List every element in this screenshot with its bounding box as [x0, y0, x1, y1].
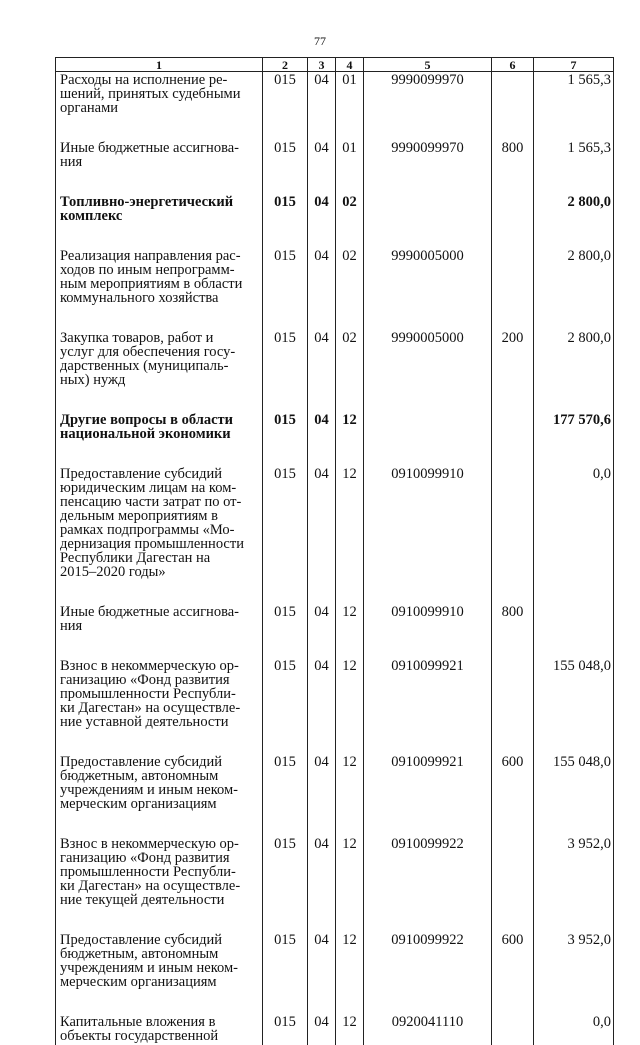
section-cell-text: 04 [314, 1014, 329, 1030]
target-article-cell-text: 0910099922 [391, 932, 464, 948]
amount-cell-text: 1 565,3 [567, 72, 611, 88]
table-row [56, 141, 614, 195]
row-name-cell [56, 331, 263, 413]
amount-cell [534, 249, 614, 331]
code-cell [263, 755, 308, 837]
row-name-cell [56, 467, 263, 605]
row-name-cell [56, 195, 263, 249]
target-article-cell-text: 9990099970 [391, 72, 464, 88]
section-cell-text: 04 [314, 194, 329, 210]
amount-cell [534, 141, 614, 195]
target-article-cell-text: 0910099910 [391, 466, 464, 482]
code-cell-text: 015 [274, 140, 296, 156]
subsection-cell [336, 72, 364, 142]
target-article-cell [364, 331, 492, 413]
section-cell-text: 04 [314, 836, 329, 852]
subsection-cell-text: 01 [342, 140, 357, 156]
target-article-cell [364, 72, 492, 142]
row-name-cell-text: Закупка товаров, работ и услуг для обеспечения госу- дарственных (муниципаль- ных) нужд [60, 330, 236, 388]
amount-cell-text: 0,0 [592, 466, 611, 482]
code-cell [263, 331, 308, 413]
row-name-cell-text: Предоставление субсидий бюджетным, автономным учреждениям и иным неком- мерческим организациям [60, 754, 238, 812]
section-cell [308, 413, 336, 467]
target-article-cell [364, 837, 492, 933]
expense-type-cell [492, 141, 534, 195]
column-header: 6 [492, 58, 534, 72]
table-row [56, 605, 614, 659]
section-cell [308, 141, 336, 195]
amount-cell [534, 413, 614, 467]
table-row [56, 933, 614, 1015]
expense-type-cell [492, 837, 534, 933]
row-name-cell [56, 837, 263, 933]
expense-type-cell [492, 249, 534, 331]
expense-type-cell [492, 605, 534, 659]
code-cell [263, 413, 308, 467]
expense-type-cell-text: 600 [501, 932, 524, 948]
section-cell [308, 933, 336, 1015]
section-cell [308, 467, 336, 605]
row-name-cell [56, 1015, 263, 1045]
amount-cell [534, 933, 614, 1015]
table-row [56, 195, 614, 249]
expense-type-cell [492, 933, 534, 1015]
amount-cell-text: 2 800,0 [567, 194, 611, 210]
amount-cell [534, 1015, 614, 1045]
table-row [56, 72, 614, 142]
section-cell-text: 04 [314, 330, 329, 346]
subsection-cell [336, 837, 364, 933]
table-row [56, 1015, 614, 1045]
table-row [56, 755, 614, 837]
target-article-cell [364, 467, 492, 605]
target-article-cell-text: 9990005000 [391, 330, 464, 346]
expense-type-cell-text: 800 [501, 604, 524, 620]
target-article-cell-text: 0920041110 [391, 1014, 464, 1030]
expense-type-cell [492, 413, 534, 467]
target-article-cell-text: 0910099921 [391, 754, 464, 770]
section-cell [308, 331, 336, 413]
subsection-cell [336, 659, 364, 755]
target-article-cell [364, 141, 492, 195]
subsection-cell-text: 12 [342, 658, 357, 674]
table-row [56, 837, 614, 933]
subsection-cell [336, 413, 364, 467]
section-cell [308, 249, 336, 331]
row-name-cell-text: Иные бюджетные ассигнова- ния [60, 604, 239, 634]
subsection-cell [336, 249, 364, 331]
target-article-cell-text: 0910099910 [391, 604, 464, 620]
target-article-cell [364, 413, 492, 467]
table-row [56, 413, 614, 467]
amount-cell-text: 2 800,0 [567, 248, 611, 264]
section-cell-text: 04 [314, 932, 329, 948]
subsection-cell-text: 02 [342, 194, 357, 210]
table-row [56, 331, 614, 413]
code-cell [263, 659, 308, 755]
target-article-cell-text: 0910099921 [391, 658, 464, 674]
section-cell [308, 1015, 336, 1045]
code-cell [263, 249, 308, 331]
code-cell-text: 015 [274, 754, 296, 770]
amount-cell [534, 659, 614, 755]
expense-type-cell [492, 195, 534, 249]
table-row [56, 467, 614, 605]
section-cell-text: 04 [314, 658, 329, 674]
code-cell-text: 015 [274, 836, 296, 852]
amount-cell [534, 72, 614, 142]
row-name-cell [56, 605, 263, 659]
target-article-cell [364, 1015, 492, 1045]
row-name-cell-text: Иные бюджетные ассигнова- ния [60, 140, 239, 170]
code-cell-text: 015 [274, 466, 296, 482]
section-cell-text: 04 [314, 466, 329, 482]
subsection-cell [336, 141, 364, 195]
row-name-cell [56, 72, 263, 142]
section-cell [308, 659, 336, 755]
code-cell-text: 015 [274, 1014, 296, 1030]
code-cell [263, 837, 308, 933]
section-cell-text: 04 [314, 248, 329, 264]
section-cell [308, 755, 336, 837]
amount-cell-text: 3 952,0 [567, 836, 611, 852]
row-name-cell-text: Расходы на исполнение ре- шений, принятых судебными органами [60, 72, 241, 116]
code-cell-text: 015 [274, 412, 296, 428]
code-cell [263, 605, 308, 659]
code-cell [263, 467, 308, 605]
subsection-cell-text: 02 [342, 248, 357, 264]
section-cell [308, 195, 336, 249]
column-header: 7 [534, 58, 614, 72]
expense-type-cell [492, 1015, 534, 1045]
expense-type-cell-text: 600 [501, 754, 524, 770]
code-cell [263, 141, 308, 195]
amount-cell-text: 1 565,3 [567, 140, 611, 156]
target-article-cell [364, 755, 492, 837]
row-name-cell [56, 659, 263, 755]
code-cell [263, 1015, 308, 1045]
amount-cell-text: 177 570,6 [553, 412, 611, 428]
target-article-cell [364, 659, 492, 755]
section-cell-text: 04 [314, 140, 329, 156]
column-header: 3 [308, 58, 336, 72]
row-name-cell-text: Взнос в некоммерческую ор- ганизацию «Фонд развития промышленности Республи- ки Дагестан» на осуществле- ние текущей деятельности [60, 836, 241, 908]
subsection-cell-text: 12 [342, 1014, 357, 1030]
subsection-cell [336, 1015, 364, 1045]
subsection-cell-text: 02 [342, 330, 357, 346]
subsection-cell-text: 12 [342, 466, 357, 482]
row-name-cell-text: Взнос в некоммерческую ор- ганизацию «Фонд развития промышленности Республи- ки Дагестан» на осуществле- ние уставной деятельности [60, 658, 241, 730]
amount-cell [534, 837, 614, 933]
row-name-cell-text: Реализация направления рас- ходов по иным непрограмм- ным мероприятиям в области коммунального хозяйства [60, 248, 243, 306]
target-article-cell [364, 249, 492, 331]
column-header: 4 [336, 58, 364, 72]
expense-type-cell [492, 331, 534, 413]
row-name-cell [56, 141, 263, 195]
code-cell-text: 015 [274, 932, 296, 948]
code-cell-text: 015 [274, 248, 296, 264]
code-cell-text: 015 [274, 72, 296, 88]
code-cell-text: 015 [274, 330, 296, 346]
subsection-cell-text: 12 [342, 836, 357, 852]
target-article-cell [364, 933, 492, 1015]
row-name-cell [56, 933, 263, 1015]
amount-cell-text: 2 800,0 [567, 330, 611, 346]
amount-cell-text: 155 048,0 [553, 658, 611, 674]
row-name-cell [56, 755, 263, 837]
code-cell-text: 015 [274, 194, 296, 210]
subsection-cell-text: 12 [342, 604, 357, 620]
code-cell [263, 195, 308, 249]
table-row [56, 249, 614, 331]
amount-cell [534, 195, 614, 249]
row-name-cell-text: Капитальные вложения в объекты государственной [60, 1014, 219, 1044]
section-cell [308, 72, 336, 142]
page-number: 77 [314, 34, 326, 48]
subsection-cell-text: 12 [342, 412, 357, 428]
expense-type-cell [492, 659, 534, 755]
subsection-cell [336, 933, 364, 1015]
section-cell-text: 04 [314, 72, 329, 88]
target-article-cell-text: 9990099970 [391, 140, 464, 156]
row-name-cell [56, 413, 263, 467]
amount-cell [534, 467, 614, 605]
table-row [56, 659, 614, 755]
amount-cell-text: 0,0 [592, 1014, 611, 1030]
code-cell-text: 015 [274, 604, 296, 620]
section-cell [308, 837, 336, 933]
subsection-cell [336, 195, 364, 249]
column-header: 1 [56, 58, 263, 72]
amount-cell [534, 331, 614, 413]
row-name-cell [56, 249, 263, 331]
subsection-cell [336, 467, 364, 605]
code-cell [263, 72, 308, 142]
budget-table [55, 57, 614, 1045]
target-article-cell [364, 605, 492, 659]
expense-type-cell [492, 755, 534, 837]
subsection-cell [336, 755, 364, 837]
table-header-row [56, 58, 614, 72]
section-cell-text: 04 [314, 412, 329, 428]
expense-type-cell [492, 72, 534, 142]
expense-type-cell-text: 800 [501, 140, 524, 156]
section-cell [308, 605, 336, 659]
subsection-cell [336, 331, 364, 413]
subsection-cell-text: 12 [342, 932, 357, 948]
amount-cell [534, 755, 614, 837]
column-header: 2 [263, 58, 308, 72]
amount-cell-text: 155 048,0 [553, 754, 611, 770]
code-cell [263, 933, 308, 1015]
row-name-cell-text: Другие вопросы в области национальной экономики [60, 412, 234, 442]
code-cell-text: 015 [274, 658, 296, 674]
target-article-cell [364, 195, 492, 249]
subsection-cell [336, 605, 364, 659]
target-article-cell-text: 0910099922 [391, 836, 464, 852]
row-name-cell-text: Топливно-энергетический комплекс [60, 194, 234, 224]
expense-type-cell-text: 200 [501, 330, 524, 346]
section-cell-text: 04 [314, 754, 329, 770]
amount-cell-text: 3 952,0 [567, 932, 611, 948]
subsection-cell-text: 01 [342, 72, 357, 88]
amount-cell [534, 605, 614, 659]
column-header: 5 [364, 58, 492, 72]
target-article-cell-text: 9990005000 [391, 248, 464, 264]
row-name-cell-text: Предоставление субсидий юридическим лицам на ком- пенсацию части затрат по от- дельным мероприятиям в рамках подпрограммы «Мо- дернизация промышленности Республики Дагестан на 2015–2020 годы» [60, 466, 244, 580]
section-cell-text: 04 [314, 604, 329, 620]
subsection-cell-text: 12 [342, 754, 357, 770]
expense-type-cell [492, 467, 534, 605]
row-name-cell-text: Предоставление субсидий бюджетным, автономным учреждениям и иным неком- мерческим организациям [60, 932, 238, 990]
